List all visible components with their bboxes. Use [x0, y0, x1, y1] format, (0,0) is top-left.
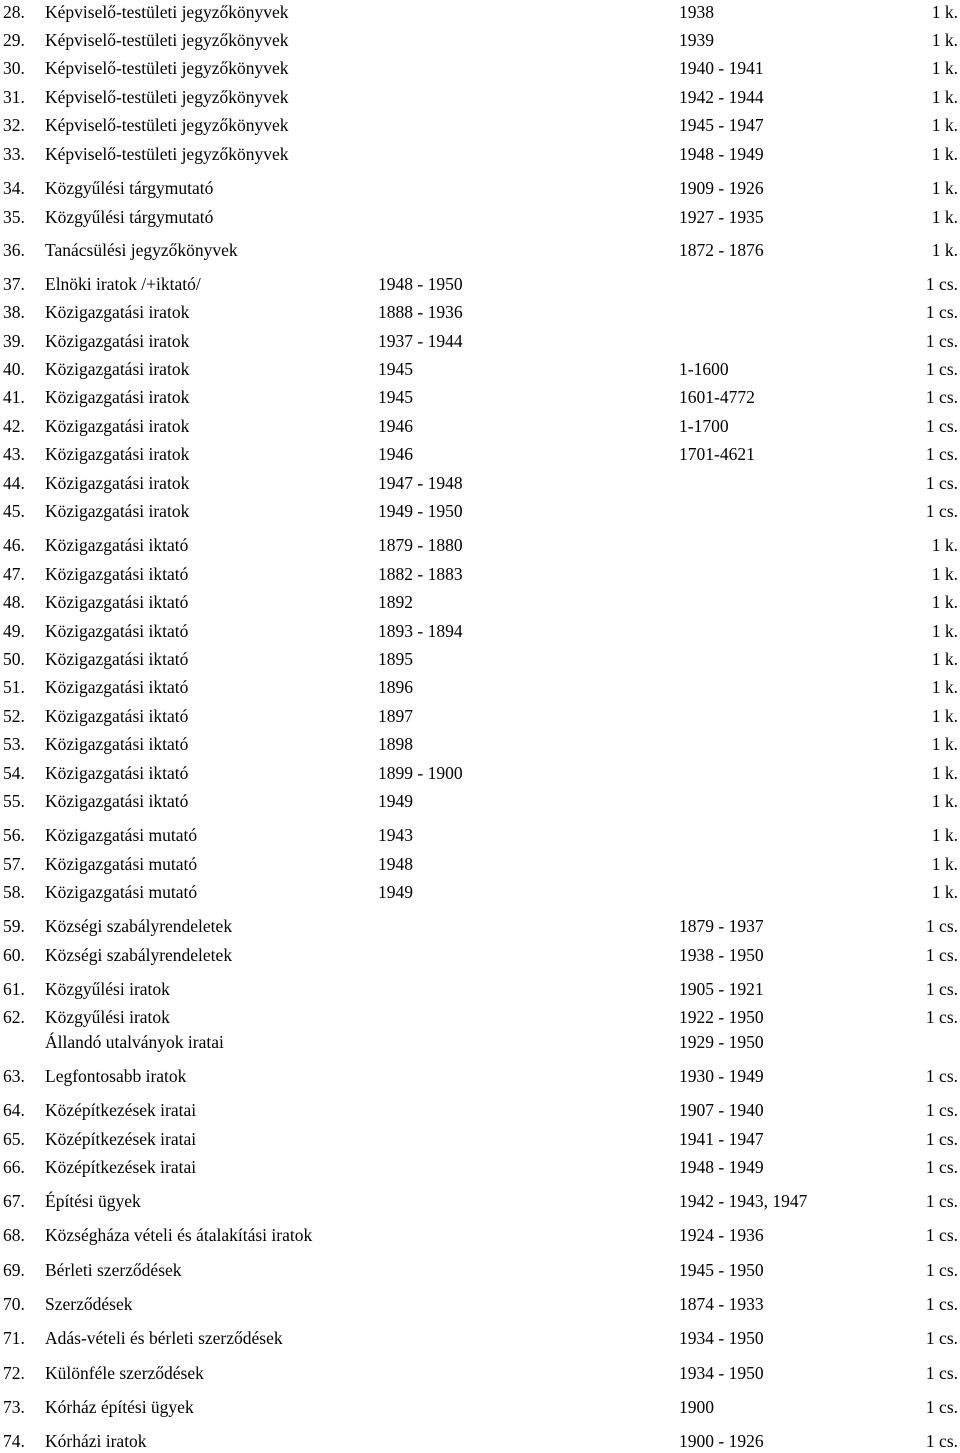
item-number: 39.	[3, 331, 25, 351]
item-title: Képviselő-testületi jegyzőkönyvek	[45, 30, 289, 50]
list-item	[0, 28, 960, 52]
item-title: Községi szabályrendeletek	[45, 945, 233, 965]
item-title: Közgyűlési tárgymutató	[45, 207, 214, 227]
list-item	[0, 0, 960, 24]
list-item	[0, 533, 960, 557]
list-item	[0, 499, 960, 523]
item-title: Szerződések	[45, 1294, 133, 1314]
item-unit: 1 k.	[931, 621, 958, 641]
item-unit: 1 cs.	[925, 1066, 958, 1086]
item-unit: 1 cs.	[925, 1100, 958, 1120]
item-title: Legfontosabb iratok	[45, 1066, 187, 1086]
list-item	[0, 823, 960, 847]
item-unit: 1 k.	[931, 825, 958, 845]
item-title: Közigazgatási iratok	[45, 359, 190, 379]
item-number: 51.	[3, 677, 25, 697]
item-years: 1922 - 1950	[679, 1007, 764, 1027]
item-number: 28.	[3, 2, 25, 22]
item-title: Közigazgatási iratok	[45, 387, 190, 407]
item-unit: 1 cs.	[925, 1260, 958, 1280]
item-number-range: 1-1600	[679, 359, 729, 379]
item-number: 48.	[3, 592, 25, 612]
item-title: Képviselő-testületi jegyzőkönyvek	[45, 144, 289, 164]
item-unit: 1 k.	[931, 592, 958, 612]
item-unit: 1 cs.	[925, 945, 958, 965]
item-title: Közigazgatási mutató	[45, 825, 198, 845]
list-item	[0, 852, 960, 876]
list-item	[0, 1005, 960, 1029]
item-years: 1949	[378, 791, 413, 811]
item-number: 56.	[3, 825, 25, 845]
item-number: 53.	[3, 734, 25, 754]
item-unit: 1 cs.	[925, 1157, 958, 1177]
item-number: 71.	[3, 1328, 25, 1348]
item-years: 1927 - 1935	[679, 207, 764, 227]
item-title: Építési ügyek	[45, 1191, 141, 1211]
item-years: 1905 - 1921	[679, 979, 764, 999]
item-title: Képviselő-testületi jegyzőkönyvek	[45, 2, 289, 22]
item-unit: 1 k.	[931, 58, 958, 78]
list-item	[0, 1098, 960, 1122]
item-unit: 1 cs.	[925, 331, 958, 351]
item-number: 34.	[3, 178, 25, 198]
list-item	[0, 56, 960, 80]
item-years: 1924 - 1936	[679, 1225, 764, 1245]
item-years: 1893 - 1894	[378, 621, 463, 641]
item-title: Közigazgatási iktató	[45, 791, 189, 811]
item-unit: 1 cs.	[925, 302, 958, 322]
item-years: 1942 - 1943, 1947	[679, 1191, 808, 1211]
item-number: 74.	[3, 1431, 25, 1451]
item-years: 1937 - 1944	[378, 331, 463, 351]
item-number: 29.	[3, 30, 25, 50]
item-unit: 1 k.	[931, 854, 958, 874]
item-years: 1948 - 1950	[378, 274, 463, 294]
item-years: 1947 - 1948	[378, 473, 463, 493]
item-unit: 1 cs.	[925, 1191, 958, 1211]
item-years: 1945	[378, 387, 413, 407]
item-years: 1882 - 1883	[378, 564, 463, 584]
list-item	[0, 385, 960, 409]
list-item	[0, 789, 960, 813]
item-years: 1945	[378, 359, 413, 379]
list-item	[0, 1155, 960, 1179]
list-item	[0, 1189, 960, 1213]
list-item	[0, 977, 960, 1001]
item-number: 31.	[3, 87, 25, 107]
item-unit: 1 cs.	[925, 1431, 958, 1451]
item-years: 1948 - 1949	[679, 1157, 764, 1177]
item-unit: 1 cs.	[925, 1294, 958, 1314]
item-number: 70.	[3, 1294, 25, 1314]
item-years: 1874 - 1933	[679, 1294, 764, 1314]
item-years: 1895	[378, 649, 413, 669]
item-title: Különféle szerződések	[45, 1363, 204, 1383]
item-number: 44.	[3, 473, 25, 493]
item-unit: 1 k.	[931, 791, 958, 811]
item-unit: 1 k.	[931, 2, 958, 22]
item-title: Közigazgatási iktató	[45, 677, 189, 697]
item-unit: 1 cs.	[925, 1007, 958, 1027]
item-years: 1900 - 1926	[679, 1431, 764, 1451]
list-item	[0, 238, 960, 262]
item-unit: 1 k.	[931, 30, 958, 50]
item-title: Közigazgatási iktató	[45, 706, 189, 726]
item-title: Közigazgatási iratok	[45, 444, 190, 464]
list-item	[0, 1326, 960, 1350]
item-title: Közigazgatási mutató	[45, 854, 198, 874]
item-number: 30.	[3, 58, 25, 78]
item-number: 37.	[3, 274, 25, 294]
item-unit: 1 k.	[931, 677, 958, 697]
item-years: 1946	[378, 444, 413, 464]
item-number: 67.	[3, 1191, 25, 1211]
item-number: 33.	[3, 144, 25, 164]
item-years: 1940 - 1941	[679, 58, 764, 78]
item-title: Kórházi iratok	[45, 1431, 147, 1451]
item-unit: 1 k.	[931, 535, 958, 555]
item-number-range: 1601-4772	[679, 387, 755, 407]
item-years: 1938 - 1950	[679, 945, 764, 965]
list-item	[0, 761, 960, 785]
list-item	[0, 1223, 960, 1247]
item-unit: 1 cs.	[925, 473, 958, 493]
item-number: 65.	[3, 1129, 25, 1149]
item-title: Kórház építési ügyek	[45, 1397, 194, 1417]
item-title: Közigazgatási iktató	[45, 649, 189, 669]
list-item	[0, 1429, 960, 1453]
item-years: 1949 - 1950	[378, 501, 463, 521]
item-number: 55.	[3, 791, 25, 811]
item-years: 1948 - 1949	[679, 144, 764, 164]
item-unit: 1 cs.	[925, 1363, 958, 1383]
list-item	[0, 113, 960, 137]
item-unit: 1 k.	[931, 564, 958, 584]
list-item	[0, 562, 960, 586]
item-number-range: 1-1700	[679, 416, 729, 436]
item-years: 1899 - 1900	[378, 763, 463, 783]
item-number: 60.	[3, 945, 25, 965]
item-years: 1892	[378, 592, 413, 612]
list-item	[0, 914, 960, 938]
list-item	[0, 704, 960, 728]
item-number-range: 1701-4621	[679, 444, 755, 464]
list-item	[0, 471, 960, 495]
item-title: Közigazgatási mutató	[45, 882, 198, 902]
item-title: Elnöki iratok /+iktató/	[45, 274, 201, 294]
item-years: 1879 - 1937	[679, 916, 764, 936]
item-unit: 1 k.	[931, 178, 958, 198]
item-unit: 1 k.	[931, 87, 958, 107]
item-unit: 1 cs.	[925, 274, 958, 294]
item-number: 66.	[3, 1157, 25, 1177]
item-title: Adás-vételi és bérleti szerződések	[45, 1328, 283, 1348]
item-years: 1934 - 1950	[679, 1328, 764, 1348]
item-number: 73.	[3, 1397, 25, 1417]
list-item	[0, 272, 960, 296]
item-years: 1949	[378, 882, 413, 902]
item-title: Közgyűlési tárgymutató	[45, 178, 214, 198]
item-number: 69.	[3, 1260, 25, 1280]
item-unit: 1 cs.	[925, 501, 958, 521]
item-unit: 1 k.	[931, 763, 958, 783]
item-years: 1943	[378, 825, 413, 845]
item-years: 1939	[679, 30, 714, 50]
list-item	[0, 943, 960, 967]
item-years: 1897	[378, 706, 413, 726]
item-number: 64.	[3, 1100, 25, 1120]
item-years: 1945 - 1950	[679, 1260, 764, 1280]
list-item	[0, 675, 960, 699]
item-number: 54.	[3, 763, 25, 783]
item-title: Közigazgatási iratok	[45, 302, 190, 322]
item-title: Községi szabályrendeletek	[45, 916, 233, 936]
item-unit: 1 k.	[931, 115, 958, 135]
item-unit: 1 cs.	[925, 979, 958, 999]
item-unit: 1 cs.	[925, 359, 958, 379]
item-title: Képviselő-testületi jegyzőkönyvek	[45, 87, 289, 107]
list-item	[0, 176, 960, 200]
item-unit: 1 cs.	[925, 444, 958, 464]
item-number: 49.	[3, 621, 25, 641]
item-title: Közigazgatási iktató	[45, 734, 189, 754]
item-title: Közigazgatási iratok	[45, 501, 190, 521]
list-item	[0, 205, 960, 229]
item-title: Képviselő-testületi jegyzőkönyvek	[45, 58, 289, 78]
item-title: Középítkezések iratai	[45, 1157, 197, 1177]
list-item	[0, 300, 960, 324]
item-title: Tanácsülési jegyzőkönyvek	[45, 240, 238, 260]
list-item	[0, 1258, 960, 1282]
item-number: 72.	[3, 1363, 25, 1383]
item-number: 57.	[3, 854, 25, 874]
item-title: Bérleti szerződések	[45, 1260, 182, 1280]
item-number: 46.	[3, 535, 25, 555]
list-item	[0, 142, 960, 166]
item-unit: 1 k.	[931, 207, 958, 227]
list-item	[0, 329, 960, 353]
item-years: 1907 - 1940	[679, 1100, 764, 1120]
item-title: Állandó utalványok iratai	[45, 1032, 224, 1052]
item-years: 1945 - 1947	[679, 115, 764, 135]
item-number: 52.	[3, 706, 25, 726]
item-unit: 1 cs.	[925, 1225, 958, 1245]
item-unit: 1 cs.	[925, 416, 958, 436]
item-number: 42.	[3, 416, 25, 436]
item-title: Közgyűlési iratok	[45, 1007, 170, 1027]
item-number: 68.	[3, 1225, 25, 1245]
list-item	[0, 357, 960, 381]
item-number: 38.	[3, 302, 25, 322]
list-item	[0, 1030, 960, 1054]
item-title: Közigazgatási iratok	[45, 473, 190, 493]
item-title: Közigazgatási iratok	[45, 331, 190, 351]
list-item	[0, 590, 960, 614]
item-unit: 1 k.	[931, 882, 958, 902]
item-title: Középítkezések iratai	[45, 1129, 197, 1149]
item-number: 59.	[3, 916, 25, 936]
item-number: 41.	[3, 387, 25, 407]
item-number: 61.	[3, 979, 25, 999]
item-title: Közigazgatási iktató	[45, 535, 189, 555]
item-years: 1941 - 1947	[679, 1129, 764, 1149]
list-item	[0, 1064, 960, 1088]
item-number: 45.	[3, 501, 25, 521]
item-title: Közgyűlési iratok	[45, 979, 170, 999]
item-title: Közigazgatási iktató	[45, 621, 189, 641]
item-number: 35.	[3, 207, 25, 227]
item-number: 50.	[3, 649, 25, 669]
list-item	[0, 442, 960, 466]
item-years: 1946	[378, 416, 413, 436]
list-item	[0, 647, 960, 671]
item-years: 1948	[378, 854, 413, 874]
item-number: 47.	[3, 564, 25, 584]
item-number: 43.	[3, 444, 25, 464]
item-unit: 1 cs.	[925, 1397, 958, 1417]
item-years: 1934 - 1950	[679, 1363, 764, 1383]
item-unit: 1 cs.	[925, 916, 958, 936]
item-title: Községháza vételi és átalakítási iratok	[45, 1225, 313, 1245]
item-years: 1938	[679, 2, 714, 22]
list-item	[0, 880, 960, 904]
item-number: 40.	[3, 359, 25, 379]
item-unit: 1 cs.	[925, 1328, 958, 1348]
list-item	[0, 1292, 960, 1316]
item-number: 62.	[3, 1007, 25, 1027]
item-years: 1929 - 1950	[679, 1032, 764, 1052]
item-years: 1942 - 1944	[679, 87, 764, 107]
list-item	[0, 619, 960, 643]
item-number: 58.	[3, 882, 25, 902]
item-title: Képviselő-testületi jegyzőkönyvek	[45, 115, 289, 135]
item-title: Közigazgatási iktató	[45, 763, 189, 783]
item-title: Közigazgatási iratok	[45, 416, 190, 436]
item-unit: 1 cs.	[925, 1129, 958, 1149]
item-unit: 1 k.	[931, 706, 958, 726]
item-title: Közigazgatási iktató	[45, 564, 189, 584]
item-years: 1898	[378, 734, 413, 754]
item-years: 1888 - 1936	[378, 302, 463, 322]
item-unit: 1 k.	[931, 144, 958, 164]
item-unit: 1 k.	[931, 240, 958, 260]
list-item	[0, 732, 960, 756]
list-item	[0, 1395, 960, 1419]
item-years: 1879 - 1880	[378, 535, 463, 555]
item-unit: 1 cs.	[925, 387, 958, 407]
item-years: 1900	[679, 1397, 714, 1417]
item-number: 32.	[3, 115, 25, 135]
item-years: 1930 - 1949	[679, 1066, 764, 1086]
item-years: 1872 - 1876	[679, 240, 764, 260]
list-item	[0, 414, 960, 438]
item-years: 1909 - 1926	[679, 178, 764, 198]
item-years: 1896	[378, 677, 413, 697]
item-number: 36.	[3, 240, 25, 260]
item-unit: 1 k.	[931, 649, 958, 669]
item-title: Középítkezések iratai	[45, 1100, 197, 1120]
item-number: 63.	[3, 1066, 25, 1086]
list-item	[0, 1361, 960, 1385]
item-unit: 1 k.	[931, 734, 958, 754]
item-title: Közigazgatási iktató	[45, 592, 189, 612]
list-item	[0, 85, 960, 109]
list-item	[0, 1127, 960, 1151]
